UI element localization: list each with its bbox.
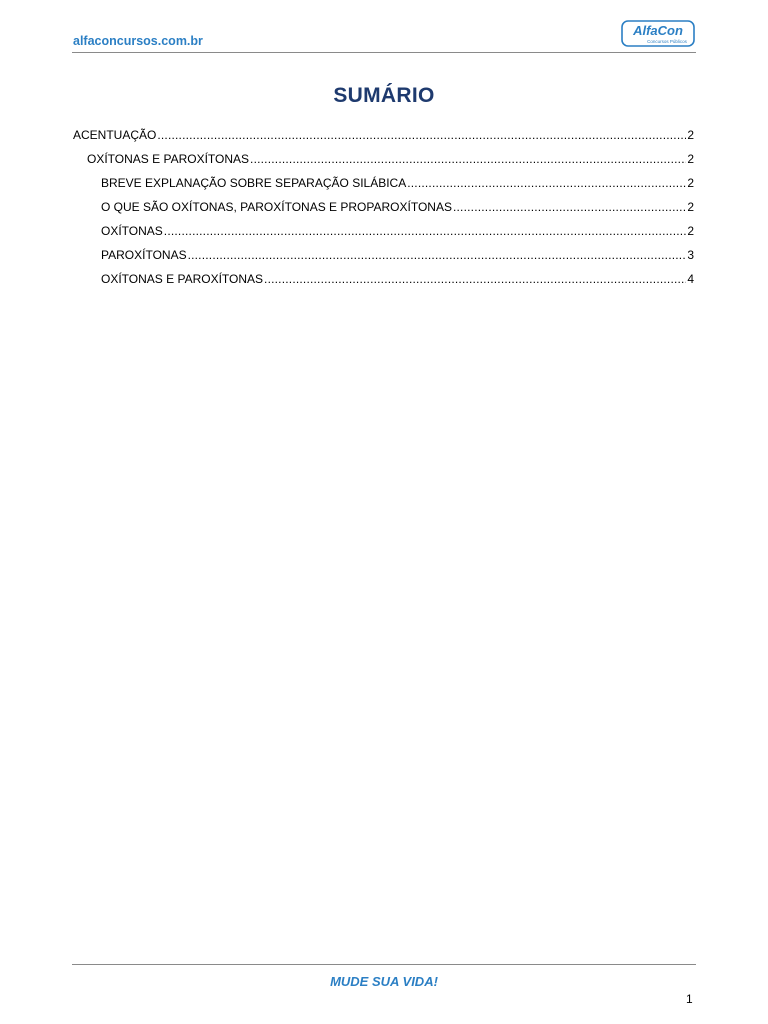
toc-leader-dots [453,198,686,216]
toc-entry-page: 4 [687,272,694,286]
toc-entry-label: PAROXÍTONAS [101,248,187,262]
toc-entry[interactable] [73,222,694,246]
toc-entry[interactable] [73,126,694,150]
toc-leader-dots [164,222,687,240]
footer-divider [72,964,696,965]
header-divider [72,52,696,53]
header-url[interactable]: alfaconcursos.com.br [73,34,203,48]
toc-leader-dots [188,246,687,264]
toc-entry[interactable] [73,270,694,294]
footer-slogan: MUDE SUA VIDA! [330,974,438,989]
toc-entry-label: BREVE EXPLANAÇÃO SOBRE SEPARAÇÃO SILÁBICA [101,176,407,190]
toc-entry[interactable] [73,198,694,222]
toc-leader-dots [407,174,686,192]
toc-entry[interactable] [73,150,694,174]
page-number: 1 [686,992,693,1006]
alfacon-logo [621,20,695,47]
toc-entry-page: 2 [687,128,694,142]
toc-entry-label: O QUE SÃO OXÍTONAS, PAROXÍTONAS E PROPAROXÍTONAS [101,200,452,214]
toc-entry-page: 2 [687,152,694,166]
toc-leader-dots [157,126,686,144]
svg-text:AlfaCon: AlfaCon [633,23,683,38]
table-of-contents [73,126,694,294]
toc-entry[interactable] [73,246,694,270]
toc-entry-page: 2 [687,200,694,214]
toc-entry-label: OXÍTONAS E PAROXÍTONAS [87,152,250,166]
page-title: SUMÁRIO [333,84,435,107]
toc-entry-page: 2 [687,224,694,238]
toc-leader-dots [264,270,686,288]
toc-entry-page: 3 [687,248,694,262]
toc-entry-label: ACENTUAÇÃO [73,128,157,142]
toc-leader-dots [250,150,686,168]
toc-entry[interactable] [73,174,694,198]
toc-entry-page: 2 [687,176,694,190]
toc-entry-label: OXÍTONAS E PAROXÍTONAS [101,272,264,286]
svg-text:Concursos Públicos: Concursos Públicos [647,39,687,44]
toc-entry-label: OXÍTONAS [101,224,163,238]
